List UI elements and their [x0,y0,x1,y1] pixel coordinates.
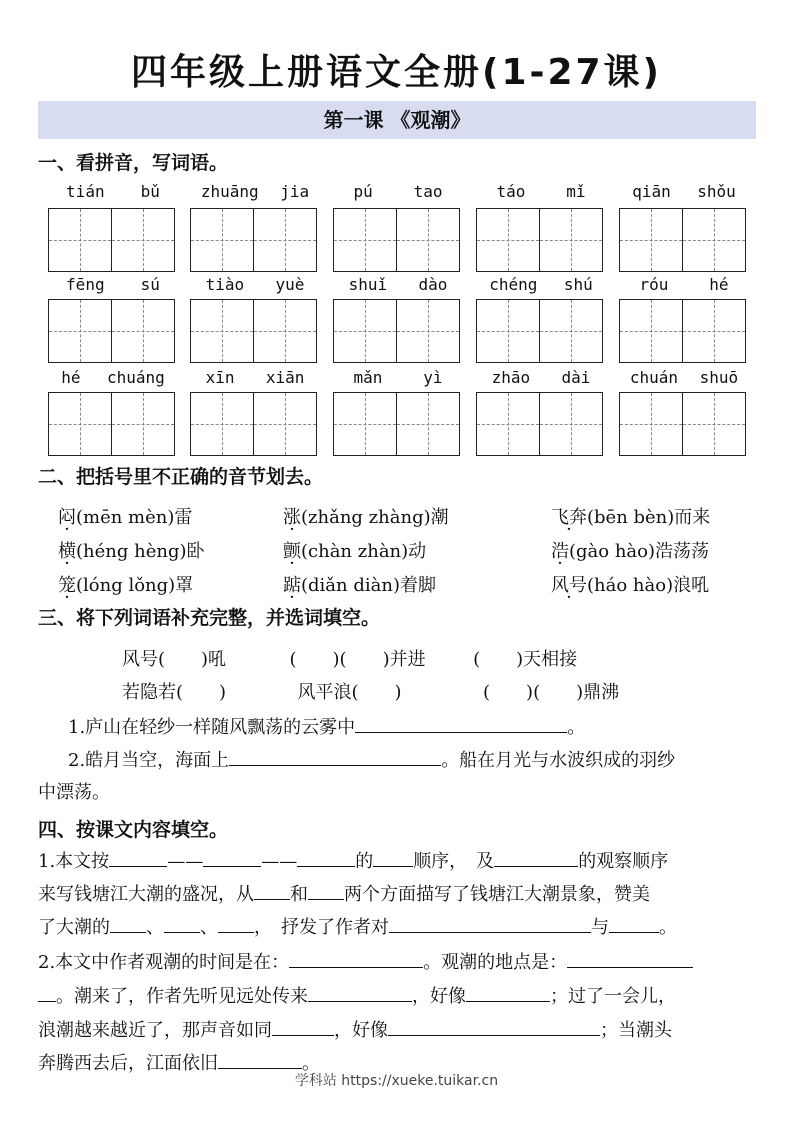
sentence-text: ；过了一会儿， [550,986,676,1007]
pronunciation-options: (héng hèng)卧 [76,541,205,562]
section4-heading: 四、按课文内容填空。 [38,819,229,841]
sentence-text: 。潮来了，作者先听见远处传来 [56,986,308,1007]
lesson-title: 第一课 《观潮》 [38,101,756,139]
pinyin-syllable: hé [709,275,729,294]
sentence-text: 。 [567,717,586,738]
answer-blank[interactable] [308,981,412,1002]
pinyin-syllable: chuáng [106,368,165,387]
answer-blank[interactable] [38,981,56,1002]
q1-line-2 [38,879,650,906]
pinyin-syllable: qiān [632,182,671,201]
q1-line-3 [38,912,677,939]
pinyin-syllable: táo [496,182,526,201]
writing-box[interactable] [48,392,112,456]
writing-box[interactable] [619,208,683,272]
answer-blank[interactable] [218,1048,302,1069]
grid-row [0,392,793,456]
word-item[interactable]: 风平浪( ) [297,682,402,703]
pinyin-group [619,368,749,387]
word-item[interactable]: 风号( )吼 [122,649,227,670]
answer-blank[interactable] [289,947,423,968]
pinyin-syllable: shǒu [697,182,736,201]
writing-box[interactable] [111,208,175,272]
section2-heading: 二、把括号里不正确的音节划去。 [38,466,324,488]
marked-character: 闷 [58,507,76,528]
pronunciation-item[interactable] [551,503,710,529]
pinyin-syllable: yì [423,368,443,387]
sentence-text: 1.本文按 [38,851,110,872]
pronunciation-options: (mēn mèn)雷 [76,507,193,528]
pinyin-group [190,182,320,201]
section1-heading: 一、看拼音，写词语。 [38,152,229,174]
pinyin-group [476,275,606,294]
sentence-text: 浪潮越来越近了，那声音如同 [38,1020,272,1041]
pinyin-group [190,368,320,387]
marked-character: 浩 [551,541,569,562]
pinyin-syllable: bǔ [140,182,160,201]
sentence-text: 。观潮的地点是： [423,952,568,973]
sentence-2 [68,745,675,772]
writing-box[interactable] [253,208,317,272]
pinyin-group [48,368,178,387]
q1-line-1 [38,846,668,873]
writing-box[interactable] [682,392,746,456]
pinyin-row [0,275,729,297]
sentence-1 [68,712,585,739]
pinyin-syllable: sú [140,275,160,294]
pinyin-row [0,182,736,204]
sentence-text: 来写钱塘江大潮的盛况，从 [38,884,254,905]
sentence-text: 1.庐山在轻纱一样随风飘荡的云雾中 [68,717,356,738]
pinyin-syllable: jia [280,182,310,201]
pinyin-syllable: xiān [265,368,305,387]
pinyin-syllable: zhuāng [200,182,259,201]
sentence-text: 两个方面描写了钱塘江大潮景象，赞美 [344,884,650,905]
sentence-text: 的观察顺序 [578,851,669,872]
pinyin-syllable: mǎn [353,368,383,387]
sentence-text: ，好像 [334,1020,388,1041]
sentence-text: 2.本文中作者观潮的时间是在： [38,952,290,973]
answer-blank[interactable] [373,846,413,867]
pinyin-syllable: shú [563,275,593,294]
answer-blank[interactable] [110,912,146,933]
pinyin-syllable: zhāo [491,368,531,387]
answer-blank[interactable] [272,1015,334,1036]
pinyin-syllable: mǐ [566,182,586,201]
writing-box[interactable] [190,208,254,272]
sentence-text: 顺序， 及 [413,851,495,872]
writing-box[interactable] [476,392,540,456]
pinyin-syllable: shuǐ [348,275,388,294]
pinyin-group [48,275,178,294]
sentence-text: —— [167,851,204,872]
answer-blank[interactable] [297,846,355,867]
pinyin-group [619,275,749,294]
writing-box[interactable] [476,208,540,272]
sentence-text: 、 [200,917,218,938]
sentence-text: ，好像 [412,986,466,1007]
pronunciation-item[interactable] [283,503,449,529]
answer-blank[interactable] [164,912,200,933]
marked-character: 笼 [58,575,76,596]
pronunciation-item[interactable] [551,537,709,563]
marked-character: 飞奔 [551,507,587,528]
writing-box[interactable] [396,208,460,272]
pronunciation-item[interactable] [283,571,436,597]
writing-box[interactable] [539,392,603,456]
writing-box[interactable] [190,392,254,456]
answer-blank[interactable] [389,912,591,933]
writing-box[interactable] [539,299,603,363]
marked-character: 横 [58,541,76,562]
sentence-text: 2.皓月当空，海面上 [68,750,230,771]
pinyin-syllable: tián [66,182,105,201]
sentence-text: —— [261,851,298,872]
pronunciation-options: (gào hào)浩荡荡 [569,541,710,562]
pinyin-syllable: dào [418,275,448,294]
writing-box[interactable] [539,208,603,272]
pinyin-syllable: pú [353,182,373,201]
marked-character: 踮 [283,575,301,596]
answer-blank[interactable] [355,712,567,733]
writing-box[interactable] [619,299,683,363]
answer-blank[interactable] [203,846,261,867]
sentence-text: 。 [659,917,677,938]
pronunciation-item[interactable] [283,537,426,563]
writing-box[interactable] [48,299,112,363]
writing-box[interactable] [111,392,175,456]
writing-box[interactable] [682,208,746,272]
sentence-text: 。船在月光与水波织成的羽纱 [441,750,676,771]
section3-heading: 三、将下列词语补充完整，并选词填空。 [38,607,381,629]
pinyin-syllable: róu [639,275,669,294]
words-row-1 [122,645,577,671]
pinyin-group [476,182,606,201]
writing-box[interactable] [333,392,397,456]
answer-blank[interactable] [254,879,290,900]
pronunciation-options: (bēn bèn)而来 [587,507,711,528]
writing-box[interactable] [333,208,397,272]
sentence-text: 、 [146,917,164,938]
grid-row [0,299,793,363]
pinyin-syllable: chéng [489,275,538,294]
pinyin-syllable: dài [561,368,591,387]
word-item[interactable]: ( )( )并进 [289,649,426,670]
pinyin-syllable: yuè [275,275,305,294]
answer-blank[interactable] [466,981,550,1002]
answer-blank[interactable] [388,1015,600,1036]
writing-box[interactable] [682,299,746,363]
grid-row [0,208,793,272]
pronunciation-item[interactable] [58,571,193,597]
pronunciation-item[interactable] [551,571,709,597]
writing-box[interactable] [333,299,397,363]
answer-blank[interactable] [109,846,167,867]
writing-box[interactable] [111,299,175,363]
answer-blank[interactable] [308,879,344,900]
pinyin-group [333,275,463,294]
sentence-text: 的 [355,851,374,872]
pronunciation-options: (lóng lǒng)罩 [76,575,194,596]
pronunciation-item[interactable] [58,537,205,563]
word-item[interactable]: ( )天相接 [473,649,578,670]
pinyin-group [333,368,463,387]
sentence-text: 和 [290,884,308,905]
marked-character: 颤 [283,541,301,562]
sentence-text: 与 [591,917,609,938]
sentence-text: 。 [302,1053,320,1074]
pinyin-group [476,368,606,387]
pinyin-syllable: tao [413,182,443,201]
sentence-text: 了大潮的 [38,917,110,938]
marked-character: 涨 [283,507,301,528]
pinyin-group [619,182,749,201]
pinyin-group [48,182,178,201]
writing-box[interactable] [476,299,540,363]
writing-box[interactable] [253,299,317,363]
pinyin-syllable: shuō [699,368,739,387]
answer-blank[interactable] [494,846,578,867]
writing-box[interactable] [396,299,460,363]
pinyin-row [0,368,739,390]
q2-line-1 [38,947,693,974]
writing-box[interactable] [619,392,683,456]
footer-watermark: 学科站 https://xueke.tuikar.cn [294,1073,499,1089]
answer-blank[interactable] [229,745,441,766]
pinyin-syllable: chuán [629,368,678,387]
pronunciation-options: (zhǎng zhàng)潮 [301,507,449,528]
pinyin-syllable: fēng [66,275,105,294]
pronunciation-options: (chàn zhàn)动 [301,541,427,562]
pronunciation-item[interactable] [58,503,192,529]
writing-box[interactable] [48,208,112,272]
word-item[interactable]: 若隐若( ) [122,682,227,703]
writing-box[interactable] [190,299,254,363]
pinyin-group [333,182,463,201]
pinyin-group [190,275,320,294]
sentence-text: ；当潮头 [600,1020,672,1041]
pronunciation-options: (háo hào)浪吼 [587,575,710,596]
q2-line-2 [38,981,676,1008]
sentence-text: ， 抒发了作者对 [254,917,389,938]
words-row-2 [122,678,619,704]
marked-character: 风号 [551,575,587,596]
sentence-2-cont: 中漂荡。 [38,782,110,803]
page-title: 四年级上册语文全册(1-27课) [131,52,662,93]
pinyin-syllable: xīn [205,368,235,387]
pronunciation-options: (diǎn diàn)着脚 [301,575,436,596]
writing-box[interactable] [253,392,317,456]
writing-box[interactable] [396,392,460,456]
word-item[interactable]: ( )( )鼎沸 [483,682,620,703]
pinyin-syllable: hé [61,368,81,387]
pinyin-syllable: tiào [205,275,245,294]
answer-blank[interactable] [609,912,659,933]
q2-line-3 [38,1015,672,1042]
answer-blank[interactable] [567,947,693,968]
sentence-text: 奔腾西去后，江面依旧 [38,1053,218,1074]
answer-blank[interactable] [218,912,254,933]
